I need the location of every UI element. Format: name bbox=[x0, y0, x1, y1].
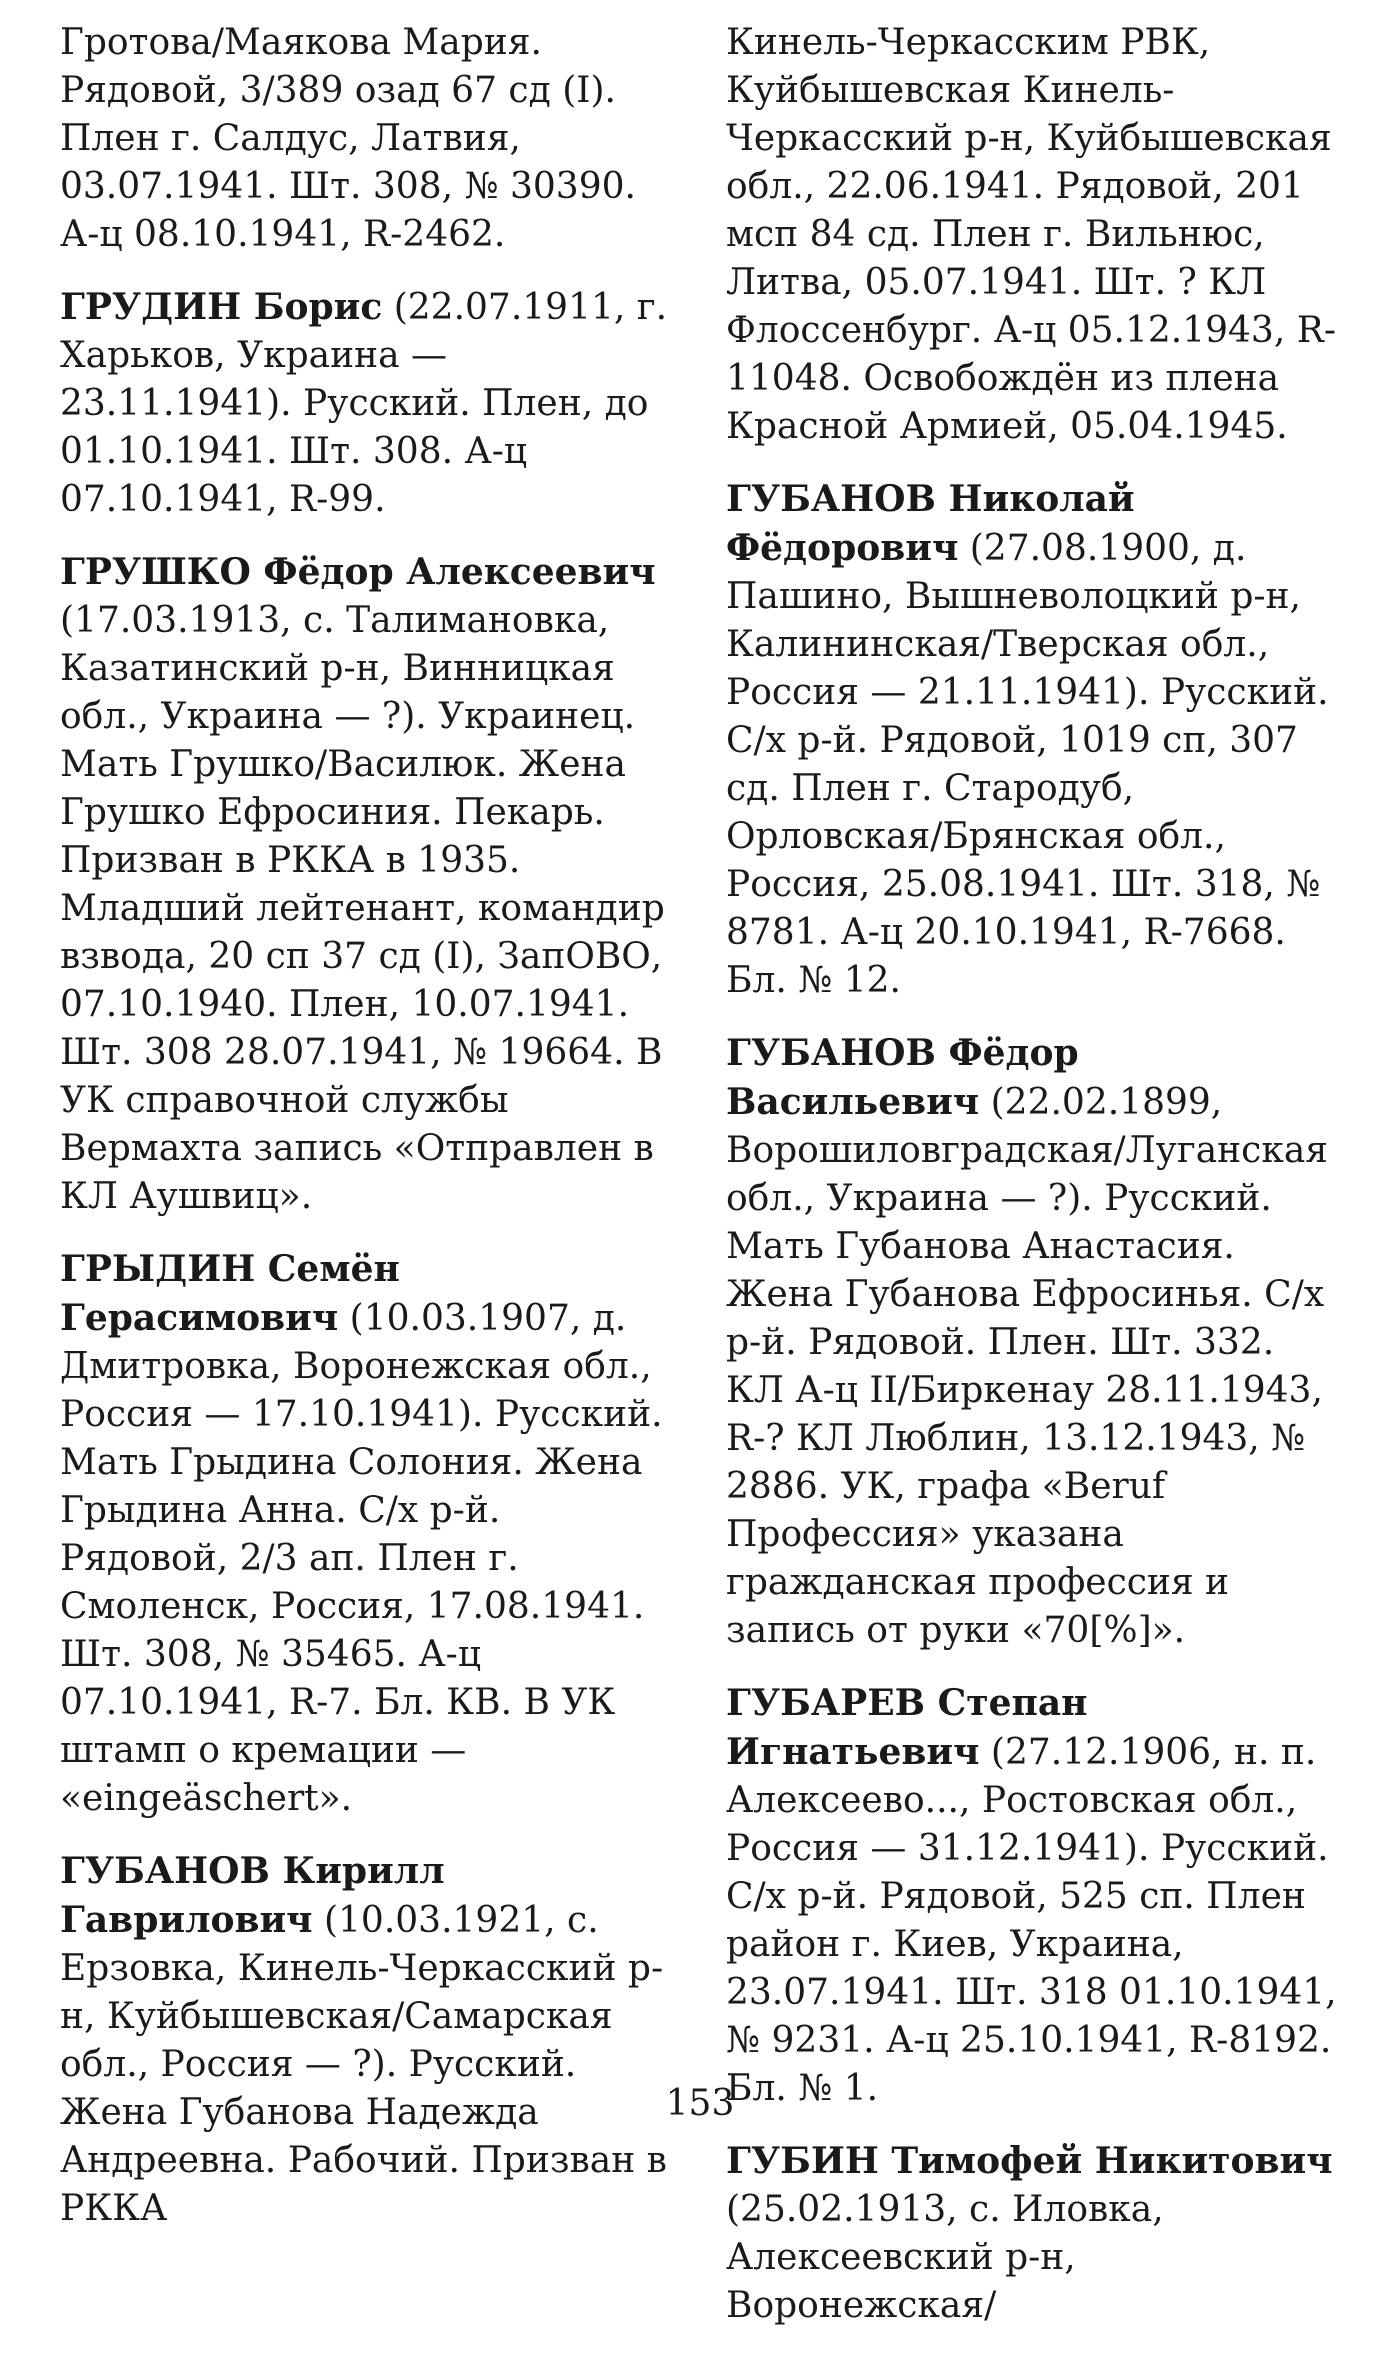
entry bbox=[60, 548, 672, 1221]
entry-text: (22.07.1911, г. Харьков, Украина — 23.11.1941). Русский. Плен, до 01.10.1941. Шт. 308. А-ц 07.10.1941, R-99. bbox=[60, 287, 668, 520]
entry-name: ГУБАНОВ Фёдор Васильевич bbox=[726, 1032, 1079, 1123]
entry-text: (25.02.1913, с. Иловка, Алексеевский р-н, Воронежская/ bbox=[726, 2189, 1164, 2326]
entry-text: (27.08.1900, д. Пашино, Вышневолоцкий р-н, Калининская/Тверская обл., Россия — 21.11.1941). Русский. С/х р-й. Рядовой, 1019 сп, 307 сд. Плен г. Стародуб, Орловская/Брянская обл., Россия, 25.08.1941. Шт. 318, № 8781. А-ц 20.10.1941, R-7668. Бл. № 12. bbox=[726, 528, 1329, 1001]
entry bbox=[726, 1679, 1338, 2113]
page-number: 153 bbox=[665, 2083, 735, 2124]
entry bbox=[726, 2137, 1338, 2330]
entry bbox=[60, 1245, 672, 1823]
entry-continuation bbox=[60, 18, 672, 259]
right-column bbox=[726, 18, 1338, 2354]
entry-name: ГУБАНОВ Кирилл Гаврилович bbox=[60, 1850, 445, 1941]
entry-text: (22.02.1899, Ворошиловградская/Луганская обл., Украина — ?). Русский. Мать Губанова Анастасия. Жена Губанова Ефросинья. С/х р-й. Рядовой. Плен. Шт. 332. КЛ А-ц II/Биркенау 28.11.1943, R-? КЛ Люблин, 13.12.1943, № 2886. УК, графа «Beruf Профессия» указана гражданская профессия и запись от руки «70[%]». bbox=[726, 1082, 1328, 1651]
entry-continuation bbox=[726, 18, 1338, 451]
entry-name: ГРУШКО Фёдор Алексеевич bbox=[60, 551, 656, 593]
entry-name: ГРЫДИН Семён Герасимович bbox=[60, 1248, 400, 1339]
entry-text: (10.03.1907, д. Дмитровка, Воронежская обл., Россия — 17.10.1941). Русский. Мать Грыдина Солония. Жена Грыдина Анна. С/х р-й. Рядовой, 2/3 ап. Плен г. Смоленск, Россия, 17.08.1941. Шт. 308, № 35465. А-ц 07.10.1941, R-7. Бл. КВ. В УК штамп о кремации — «eingeäschert». bbox=[60, 1298, 663, 1819]
entry-text: (17.03.1913, с. Талимановка, Казатинский р-н, Винницкая обл., Украина — ?). Украинец. Мать Грушко/Василюк. Жена Грушко Ефросиния. Пекарь. Призван в РККА в 1935. Младший лейтенант, командир взвода, 20 сп 37 сд (I), ЗапОВО, 07.10.1940. Плен, 10.07.1941. Шт. 308 28.07.1941, № 19664. В УК справочной службы Вермахта запись «Отправлен в КЛ Аушвиц». bbox=[60, 600, 665, 1217]
entry-text: (27.12.1906, н. п. Алексеево..., Ростовская обл., Россия — 31.12.1941). Русский. С/х р-й. Рядовой, 525 сп. Плен район г. Киев, Украина, 23.07.1941. Шт. 318 01.10.1941, № 9231. А-ц 25.10.1941, R-8192. Бл. № 1. bbox=[726, 1732, 1337, 2109]
entry-text: (10.03.1921, с. Ерзовка, Кинель-Черкасский р-н, Куйбышевская/Самарская обл., Россия — ?). Русский. Жена Губанова Надежда Андреевна. Рабочий. Призван в РККА bbox=[60, 1900, 667, 2229]
entry-name: ГУБАРЕВ Степан Игнатьевич bbox=[726, 1682, 1088, 1773]
entry bbox=[726, 1029, 1338, 1655]
entry-text: Кинель-Черкасским РВК, Куйбышевская Кинель-Черкасский р-н, Куйбышевская обл., 22.06.1941. Рядовой, 201 мсп 84 сд. Плен г. Вильнюс, Литва, 05.07.1941. Шт. ? КЛ Флоссенбург. А-ц 05.12.1943, R-11048. Освобождён из плена Красной Армией, 05.04.1945. bbox=[726, 22, 1336, 447]
entry bbox=[60, 283, 672, 524]
entry bbox=[726, 475, 1338, 1005]
entry-text: Гротова/Маякова Мария. Рядовой, 3/389 озад 67 сд (I). Плен г. Салдус, Латвия, 03.07.1941. Шт. 308, № 30390. А-ц 08.10.1941, R-2462. bbox=[60, 22, 636, 255]
entry-name: ГРУДИН Борис bbox=[60, 286, 383, 328]
entry-name: ГУБАНОВ Николай Фёдорович bbox=[726, 478, 1135, 569]
entry bbox=[60, 1847, 672, 2233]
left-column bbox=[60, 18, 672, 2257]
entry-name: ГУБИН Тимофей Никитович bbox=[726, 2140, 1333, 2182]
